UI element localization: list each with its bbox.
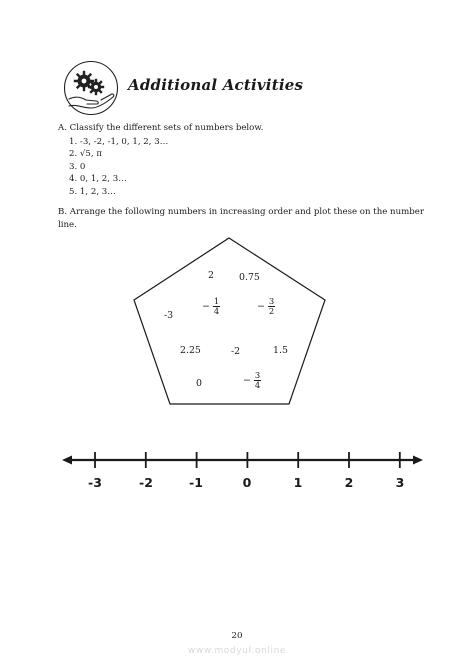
list-item: 1. -3, -2, -1, 0, 1, 2, 3… bbox=[69, 137, 169, 147]
part-b-instruction: B. Arrange the following numbers in increasing order and plot these on the number line. bbox=[58, 207, 424, 230]
tick-label: 3 bbox=[395, 475, 405, 490]
number-one-point-five: 1.5 bbox=[273, 345, 288, 356]
fraction-negative-one-fourth: − $\frac{1}{4}$ bbox=[202, 296, 220, 316]
tick-label: 1 bbox=[293, 475, 303, 490]
number-two-point-twenty-five: 2.25 bbox=[180, 345, 201, 356]
list-item: 4. 0, 1, 2, 3… bbox=[69, 174, 127, 185]
number-zero: 0 bbox=[196, 378, 202, 389]
pentagon-shape bbox=[134, 238, 325, 404]
list-item: 3. 0 bbox=[69, 161, 86, 172]
watermark: www.modyul.online bbox=[187, 646, 287, 656]
number-zero-point-seventy-five: 0.75 bbox=[239, 272, 260, 283]
number-negative-three: -3 bbox=[164, 310, 174, 321]
list-item: 5. 1, 2, 3… bbox=[69, 186, 116, 197]
tick-label: -3 bbox=[88, 475, 102, 490]
fraction-negative-three-fourths: − $\frac{3}{4}$ bbox=[243, 370, 261, 390]
tick-label: -2 bbox=[139, 475, 153, 490]
page-number: 20 bbox=[231, 631, 243, 641]
tick-label: 0 bbox=[242, 475, 252, 490]
section-title: Additional Activities bbox=[128, 76, 304, 94]
list-item: 2. √5, π bbox=[69, 149, 102, 160]
part-a-instruction: A. Classify the different sets of numbers below. bbox=[58, 123, 264, 133]
tick-label: -1 bbox=[189, 475, 203, 490]
number-negative-two: -2 bbox=[231, 346, 241, 357]
left-arrow-head bbox=[62, 456, 72, 465]
number-two: 2 bbox=[208, 270, 214, 281]
fraction-negative-three-halves: − $\frac{3}{2}$ bbox=[257, 296, 275, 316]
right-arrow-head bbox=[413, 456, 423, 465]
tick-label: 2 bbox=[344, 475, 354, 490]
